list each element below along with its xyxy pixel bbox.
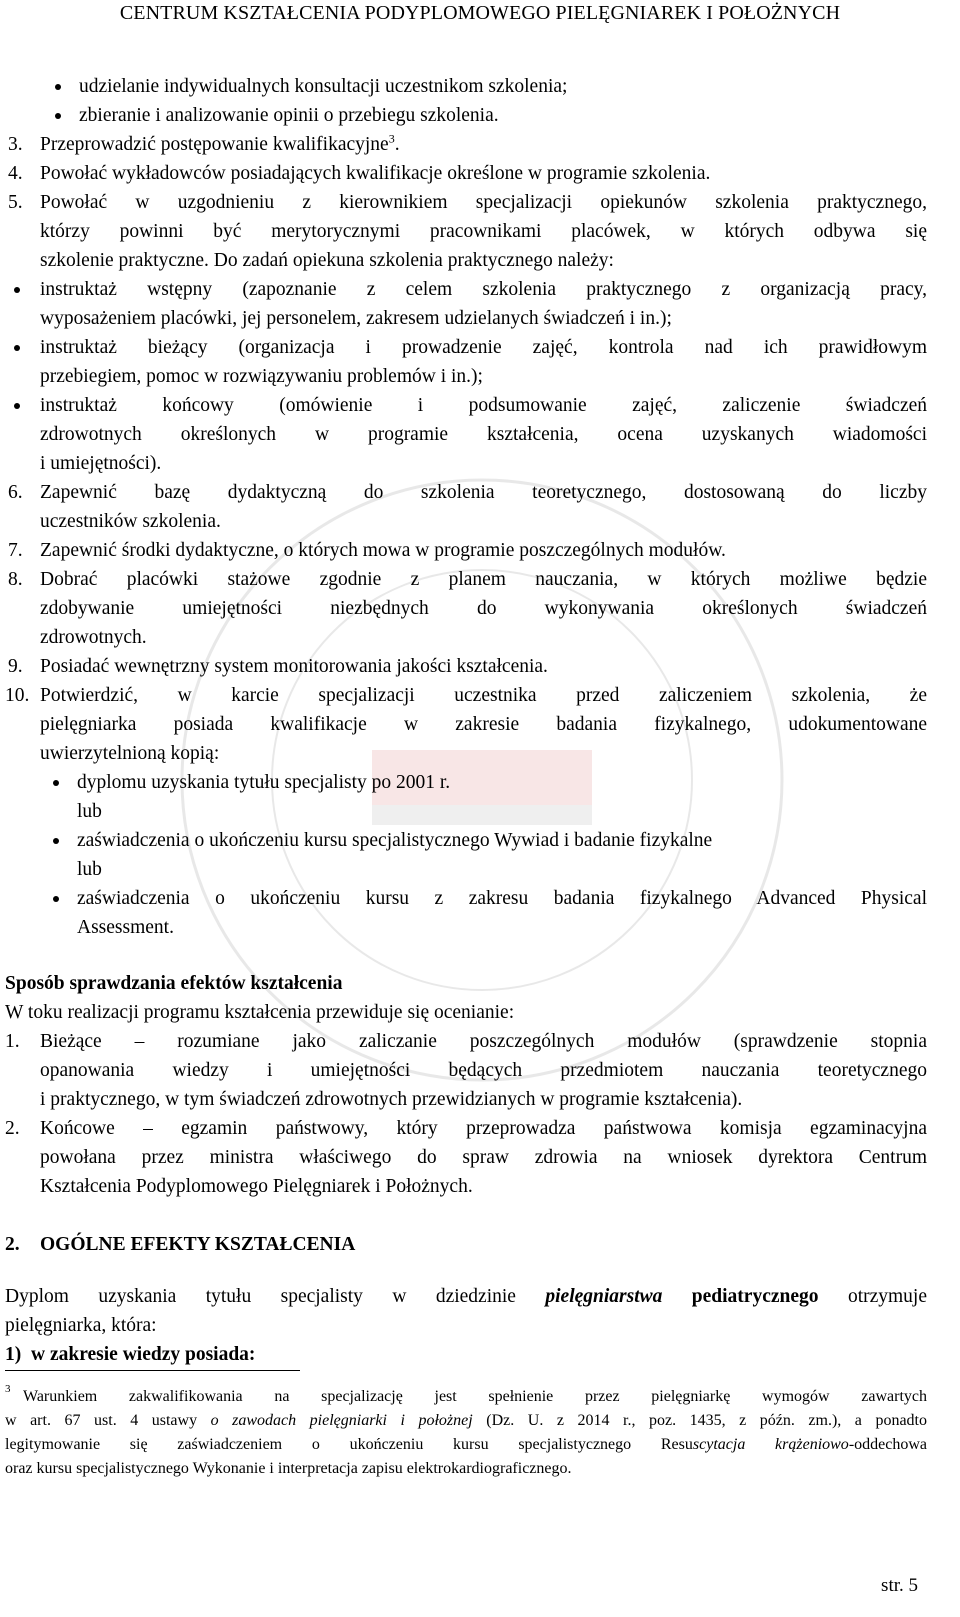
text-line: Dyplom uzyskania tytułu specjalisty w dziedzinie pielęgniarstwa pediatrycznego otrzymuje (5, 1286, 927, 1307)
text-line: zdrowotnych określonych w programie kształcenia, ocena uzyskanych wiadomości (40, 424, 927, 445)
bullet-icon (14, 287, 20, 293)
text-line: Dobrać placówki stażowe zgodnie z planem nauczania, w których możliwe będzie (40, 569, 927, 590)
text-line: i umiejętności). (40, 453, 162, 474)
text-line: instruktaż końcowy (omówienie i podsumowanie zajęć, zaliczenie świadczeń (40, 395, 927, 416)
text-line: opanowania wiedzy i umiejętności będących przedmiotem nauczania teoretycznego (40, 1060, 927, 1081)
text-line: uczestników szkolenia. (40, 511, 221, 532)
list-item: udzielanie indywidualnych konsultacji uczestnikom szkolenia; (79, 76, 568, 97)
text-line: szkolenie praktyczne. Do zadań opiekuna szkolenia praktycznego należy: (40, 250, 614, 271)
text-line: instruktaż wstępny (zapoznanie z celem szkolenia praktycznego z organizacją pracy, (40, 279, 927, 300)
text-line: pielęgniarka, która: (5, 1315, 157, 1336)
text-line: którzy powinni być merytorycznymi pracownikami placówek, w których odbywa się (40, 221, 927, 242)
text-line: Powołać w uzgodnieniu z kierownikiem specjalizacji opiekunów szkolenia praktycznego, (40, 192, 927, 213)
text-line: lub (77, 801, 102, 822)
list-item: Powołać wykładowców posiadających kwalifikacje określone w programie szkolenia. (40, 163, 711, 184)
text-line: Potwierdzić, w karcie specjalizacji uczestnika przed zaliczeniem szkolenia, że (40, 685, 927, 706)
list-item: zbieranie i analizowanie opinii o przebiegu szkolenia. (79, 105, 499, 126)
bullet-icon (14, 403, 20, 409)
footnote-mark: 3 (5, 1383, 11, 1395)
text-line: uwierzytelnioną kopią: (40, 743, 220, 764)
text-line: dyplomu uzyskania tytułu specjalisty po 2001 r. (77, 772, 451, 793)
text-line: Bieżące – rozumiane jako zaliczanie poszczególnych modułów (sprawdzenie stopnia (40, 1031, 927, 1052)
subheading: 1) w zakresie wiedzy posiada: (5, 1344, 256, 1365)
text-line: i praktycznego, w tym świadczeń zdrowotnych przewidzianych w programie kształcenia). (40, 1089, 743, 1110)
text-line: instruktaż bieżący (organizacja i prowadzenie zajęć, kontrola nad ich prawidłowym (40, 337, 927, 358)
bullet-icon (53, 838, 59, 844)
text-line: przebiegiem, pomoc w rozwiązywaniu problemów i in.); (40, 366, 483, 387)
bullet-icon (14, 345, 20, 351)
footnote-rule (5, 1370, 300, 1371)
text-line: zdobywanie umiejętności niezbędnych do wykonywania określonych świadczeń (40, 598, 927, 619)
page-header: CENTRUM KSZTAŁCENIA PODYPLOMOWEGO PIELĘGNIAREK I POŁOŻNYCH (119, 2, 841, 24)
bullet-icon (53, 896, 59, 902)
item-number: 5. (8, 192, 23, 213)
item-number: 9. (8, 656, 23, 677)
bullet-icon (53, 780, 59, 786)
item-number: 6. (8, 482, 23, 503)
bullet-icon (55, 113, 61, 119)
item-number: 1. (5, 1031, 20, 1052)
text-line: Końcowe – egzamin państwowy, który przeprowadza państwowa komisja egzaminacyjna (40, 1118, 927, 1139)
text-line: wyposażeniem placówki, jej personelem, zakresem udzielanych świadczeń i in.); (40, 308, 672, 329)
item-number: 4. (8, 163, 23, 184)
footnote-ref: 3 (388, 131, 395, 146)
text-line: Zapewnić środki dydaktyczne, o których mowa w programie poszczególnych modułów. (40, 540, 726, 561)
text-line: Kształcenia Podyplomowego Pielęgniarek i Położnych. (40, 1176, 473, 1197)
footnote-line: oraz kursu specjalistycznego Wykonanie i interpretacja zapisu elektrokardiograficznego. (5, 1460, 572, 1477)
text-line: zdrowotnych. (40, 627, 147, 648)
text-line: Zapewnić bazę dydaktyczną do szkolenia teoretycznego, dostosowaną do liczby (40, 482, 927, 503)
bullet-icon (55, 84, 61, 90)
list-item: Przeprowadzić postępowanie kwalifikacyjne$^3$. (40, 131, 400, 155)
text-line: powołana przez ministra właściwego do spraw zdrowia na wniosek dyrektora Centrum (40, 1147, 927, 1168)
text-line: W toku realizacji programu kształcenia przewiduje się ocenianie: (5, 1002, 515, 1023)
item-number: 3. (8, 134, 23, 155)
text-line: Assessment. (77, 917, 174, 938)
item-number: 10. (5, 685, 30, 706)
footnote-line: Warunkiem zakwalifikowania na specjalizację jest spełnienie przez pielęgniarkę wymogów zawartych (23, 1388, 927, 1405)
item-number: 8. (8, 569, 23, 590)
section-heading: Sposób sprawdzania efektów kształcenia (5, 973, 343, 994)
text-line: pielęgniarka posiada kwalifikacje w zakresie badania fizykalnego, udokumentowane (40, 714, 927, 735)
item-number: 2. (5, 1118, 20, 1139)
page-number: str. 5 (881, 1575, 918, 1596)
footnote-line: legitymowanie się zaświadczeniem o ukończeniu kursu specjalistycznego Resuscytacja krążeniowo-oddechowa (5, 1436, 927, 1453)
text-line: zaświadczenia o ukończeniu kursu z zakresu badania fizykalnego Advanced Physical (77, 888, 927, 909)
text-line: lub (77, 859, 102, 880)
item-number: 7. (8, 540, 23, 561)
footnote-line: w art. 67 ust. 4 ustawy o zawodach pielęgniarki i położnej (Dz. U. z 2014 r., poz. 1435, z późn. zm.), a ponadto (5, 1412, 927, 1429)
section-number: 2. (5, 1234, 20, 1255)
text-line: zaświadczenia o ukończeniu kursu specjalistycznego Wywiad i badanie fizykalne (77, 830, 713, 851)
section-title: OGÓLNE EFEKTY KSZTAŁCENIA (40, 1234, 356, 1255)
text-line: Posiadać wewnętrzny system monitorowania jakości kształcenia. (40, 656, 548, 677)
